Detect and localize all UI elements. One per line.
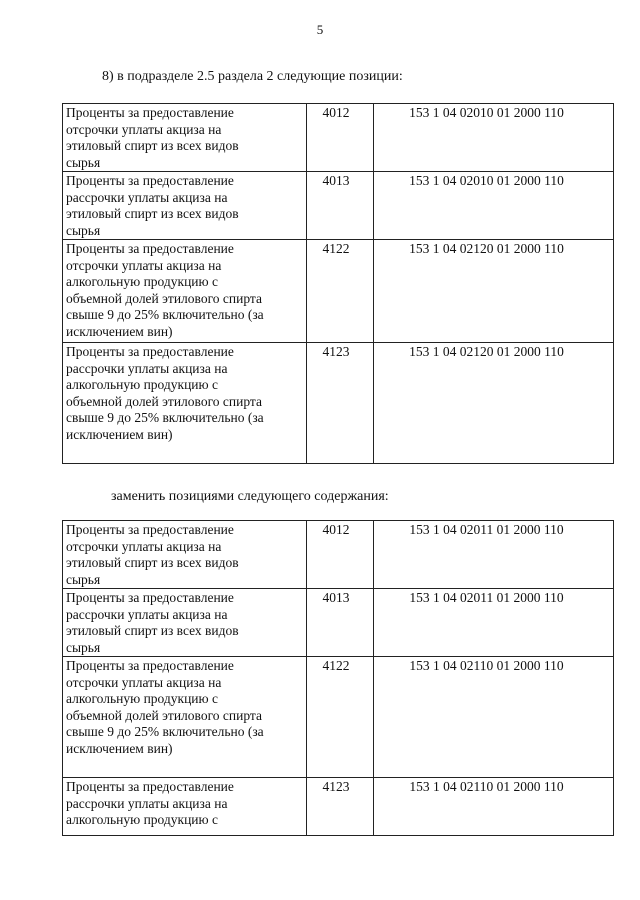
table-row [63,589,614,657]
position-code: 4123 [307,778,374,836]
position-description [63,521,307,589]
replace-text: заменить позициями следующего содержания: [111,489,389,504]
classification-code: 153 1 04 02011 01 2000 110 [374,521,614,589]
table-row [63,657,614,778]
classification-code: 153 1 04 02120 01 2000 110 [374,240,614,343]
position-code: 4013 [307,172,374,240]
description-line: этиловый спирт из всех видов [66,623,239,638]
description-line: Проценты за предоставление [66,590,234,605]
position-description [63,104,307,172]
description-line: Проценты за предоставление [66,658,234,673]
description-line: Проценты за предоставление [66,173,234,188]
description-line: этиловый спирт из всех видов [66,138,239,153]
position-code: 4012 [307,104,374,172]
intro-text: 8) в подразделе 2.5 раздела 2 следующие позиции: [102,69,403,84]
position-description [63,172,307,240]
table-row [63,778,614,836]
description-line: Проценты за предоставление [66,522,234,537]
description-line: отсрочки уплаты акциза на [66,538,222,554]
position-code: 4122 [307,657,374,778]
classification-code: 153 1 04 02010 01 2000 110 [374,172,614,240]
description-line: рассрочки уплаты акциза на [66,795,228,811]
description-line: исключением вин) [66,426,173,442]
position-description [63,657,307,778]
description-line: сырья [66,222,101,238]
position-description [63,343,307,464]
table-row [63,104,614,172]
description-line: объемной долей этилового спирта [66,393,262,409]
classification-code: 153 1 04 02010 01 2000 110 [374,104,614,172]
description-line: Проценты за предоставление [66,344,234,359]
position-code: 4122 [307,240,374,343]
description-line: Проценты за предоставление [66,779,234,794]
position-code: 4123 [307,343,374,464]
description-line: алкогольную продукцию с [66,812,218,827]
description-line: отсрочки уплаты акциза на [66,674,222,690]
description-line: отсрочки уплаты акциза на [66,121,222,137]
table-row [63,172,614,240]
description-line: рассрочки уплаты акциза на [66,360,228,376]
description-line: алкогольную продукцию с [66,691,218,706]
description-line: алкогольную продукцию с [66,274,218,289]
position-description [63,240,307,343]
position-code: 4013 [307,589,374,657]
description-line: сырья [66,639,101,655]
description-line: рассрочки уплаты акциза на [66,189,228,205]
classification-code: 153 1 04 02110 01 2000 110 [374,657,614,778]
page-number: 5 [316,22,324,37]
description-line: Проценты за предоставление [66,105,234,120]
description-line: исключением вин) [66,323,173,339]
description-line: свыше 9 до 25% включительно (за [66,724,264,739]
description-line: объемной долей этилового спирта [66,707,262,723]
old-positions-table [62,103,614,464]
description-line: сырья [66,571,101,587]
description-line: отсрочки уплаты акциза на [66,257,222,273]
description-line: объемной долей этилового спирта [66,290,262,306]
description-line: свыше 9 до 25% включительно (за [66,410,264,425]
classification-code: 153 1 04 02120 01 2000 110 [374,343,614,464]
description-line: этиловый спирт из всех видов [66,206,239,221]
position-description [63,589,307,657]
new-positions-table [62,520,614,836]
classification-code: 153 1 04 02011 01 2000 110 [374,589,614,657]
old-positions-body [63,104,614,464]
description-line: этиловый спирт из всех видов [66,555,239,570]
description-line: рассрочки уплаты акциза на [66,606,228,622]
table-row [63,521,614,589]
position-code: 4012 [307,521,374,589]
new-positions-body [63,521,614,836]
description-line: свыше 9 до 25% включительно (за [66,307,264,322]
description-line: Проценты за предоставление [66,241,234,256]
table-row [63,240,614,343]
description-line: алкогольную продукцию с [66,377,218,392]
classification-code: 153 1 04 02110 01 2000 110 [374,778,614,836]
description-line: сырья [66,154,101,170]
description-line: исключением вин) [66,740,173,756]
table-row [63,343,614,464]
position-description [63,778,307,836]
